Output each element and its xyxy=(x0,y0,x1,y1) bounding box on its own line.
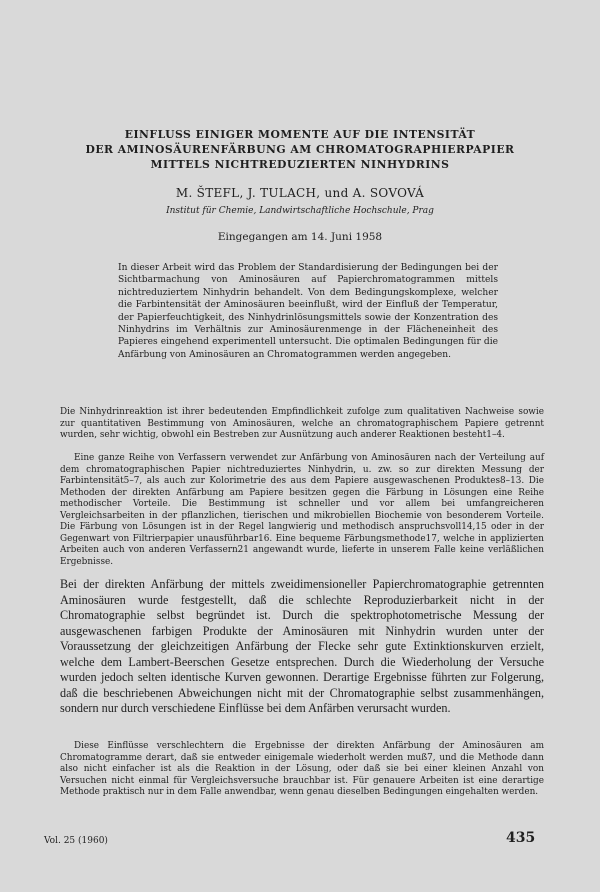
volume-info: Vol. 25 (1960) xyxy=(44,836,108,846)
paragraph-2: Eine ganze Reihe von Verfassern verwendet zur Anfärbung von Aminosäuren nach der Verteilung auf dem chromatographischen Papier nichtreduziertes Ninhydrin, u. zw. so zur direkten Messung der Farbintensität5–7, als auch zur Kolorimetrie des aus dem Papiere ausgewaschenen Produktes8–13. Die Methoden der direkten Anfärbung am Papiere besitzen gegen die Färbung in Lösungen eine Reihe methodischer Vorteile. Die Bestimmung ist schneller und vor allem bei umfangreicheren Vergleichsarbeiten in der pflanzlichen, tierischen und mikrobiellen Biochemie von besonderem Vorteile. Die Färbung von Lösungen ist in der Regel langwierig und methodisch anspruchsvoll14,15 oder in der Gegenwart von Filtrierpapier unausführbar16. Eine bequeme Färbungsmethode17, welche in applizierten Arbeiten auch von anderen Verfassern21 angewandt wurde, lieferte in unserem Falle keine verläßlichen Ergebnisse. xyxy=(60,453,544,567)
title-line-1: EINFLUSS EINIGER MOMENTE AUF DIE INTENSITÄT xyxy=(124,128,476,141)
paragraph-1: Die Ninhydrinreaktion ist ihrer bedeutenden Empfindlichkeit zufolge zum qualitativen Nachweise sowie zur quantitativen Bestimmung von Aminosäuren, welche an chromatographischem Papiere getrennt wurden, sehr wichtig, obwohl ein Bestreben zur Ausnützung auch anderer Reaktionen besteht1–4. xyxy=(60,407,544,440)
received-date: Eingegangen am 14. Juni 1958 xyxy=(217,231,383,243)
institution: Institut für Chemie, Landwirtschaftliche Hochschule, Prag xyxy=(166,206,434,216)
paragraph-4: Diese Einflüsse verschlechtern die Ergebnisse der direkten Anfärbung der Aminosäuren am Chromatogramme derart, daß sie entweder einigemale wiederholt werden muß7, und die Methode dann also nicht einfacher ist als die Reaktion in der Lösung, oder daß sie bei einer kleinen Anzahl von Versuchen nicht einmal für Vergleichsversuche brauchbar ist. Für genauere Arbeiten ist eine derartige Methode praktisch nur in dem Falle anwendbar, wenn genau dieselben Bedingungen eingehalten werden. xyxy=(60,741,544,797)
authors: M. ŠTEFL, J. TULACH, und A. SOVOVÁ xyxy=(175,186,425,200)
title-line-2: DER AMINOSÄURENFÄRBUNG AM CHROMATOGRAPHIERPAPIER xyxy=(85,143,515,156)
paragraph-3: Bei der direkten Anfärbung der mittels zweidimensioneller Papierchromatographie getrennten Aminosäuren wurde festgestellt, daß die schlechte Reproduzierbarkeit nicht in der Chromatographie selbst begründet ist. Durch die spektrophotometrische Messung der ausgewaschenen farbigen Produkte der Aminosäuren mit Ninhydrin wurden unter der Voraussetzung der gleichzeitigen Anfärbung der Flecke sehr gute Extinktionskurven erzielt, welche dem Lambert-Beerschen Gesetze entsprechen. Durch die Wiederholung der Versuche wurden jedoch selten identische Kurven gewonnen. Derartige Ergebnisse führten zur Folgerung, daß die beschriebenen Abweichungen nicht mit der Chromatographie selbst zusammenhängen, sondern nur durch verschiedene Einflüsse bei dem Anfärben verursacht wurden. xyxy=(60,577,544,715)
title-line-3: MITTELS NICHTREDUZIERTEN NINHYDRINS xyxy=(150,158,450,171)
page-number: 435 xyxy=(506,830,536,846)
abstract: In dieser Arbeit wird das Problem der Standardisierung der Bedingungen bei der Sichtbarmachung von Aminosäuren auf Papierchromatogrammen mittels nichtreduziertem Ninhydrin behandelt. Von dem Bedingungskomplexe, welcher die Farbintensität der Aminosäuren beeinflußt, wird der Einfluß der Temperatur, der Papierfeuchtigkeit, des Ninhydrinlösungsmittels sowie der Konzentration des Ninhydrins im Verhältnis zur Aminosäurenmenge in der Flächeneinheit des Papieres eingehend experimentell untersucht. Die optimalen Bedingungen für die Anfärbung von Aminosäuren an Chromatogrammen werden angegeben. xyxy=(118,263,498,360)
